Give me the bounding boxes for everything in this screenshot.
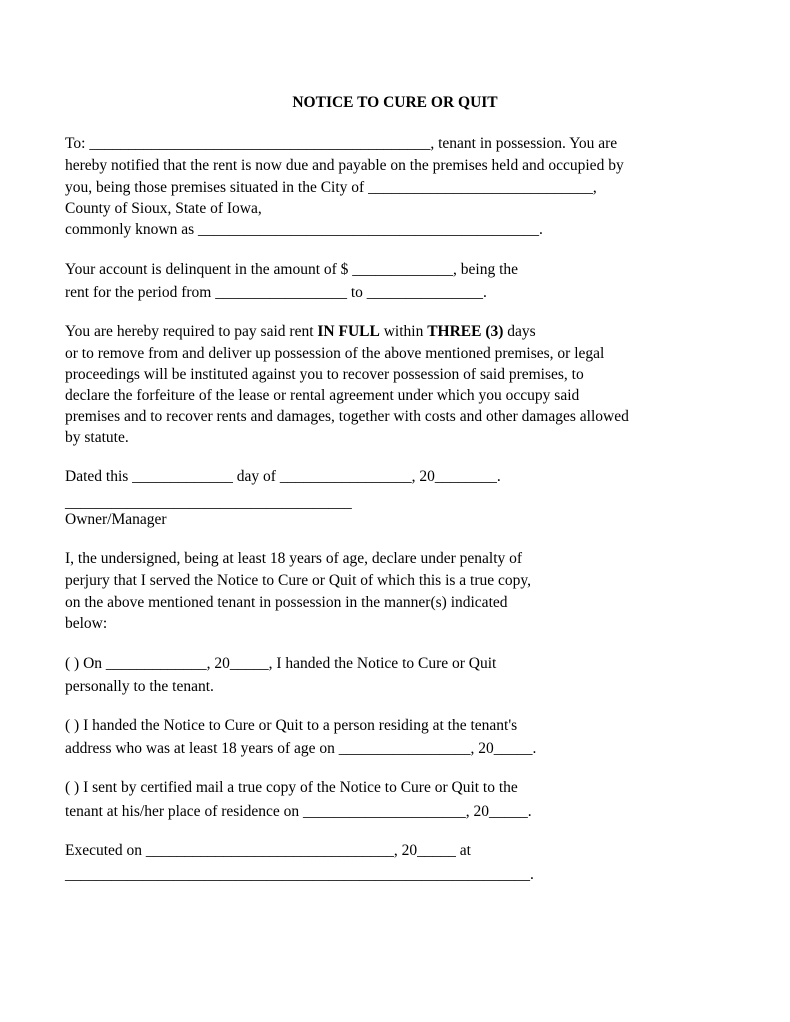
declaration-line-3: on the above mentioned tenant in possession in the manner(s) indicated <box>65 594 508 611</box>
pay-text-1: You are hereby required to pay said rent <box>65 323 318 340</box>
pay-paragraph-line-3: proceedings will be instituted against you to recover possession of said premises, to <box>65 366 584 383</box>
dated-line: Dated this _____________ day of _________________, 20________. <box>65 468 501 485</box>
owner-manager-label: Owner/Manager <box>65 511 167 528</box>
declaration-line-2: perjury that I served the Notice to Cure or Quit of which this is a true copy, <box>65 572 532 589</box>
pay-requirement-line <box>65 323 536 341</box>
signature-line: _____________________________________ <box>65 494 352 511</box>
executed-line: Executed on ________________________________, 20_____ at <box>65 842 471 859</box>
option-personal-line-2: personally to the tenant. <box>65 678 214 695</box>
option-resident-line-1: ( ) I handed the Notice to Cure or Quit to a person residing at the tenant's <box>65 717 518 734</box>
pay-paragraph-line-2: or to remove from and deliver up possession of the above mentioned premises, or legal <box>65 345 605 362</box>
to-line: To: ____________________________________________, tenant in possession. You are <box>65 135 618 152</box>
known-as-line: commonly known as ____________________________________________. <box>65 221 543 238</box>
pay-paragraph-line-6: by statute. <box>65 429 129 446</box>
in-full-emphasis: IN FULL <box>317 323 380 340</box>
delinquent-amount-line: Your account is delinquent in the amount of $ _____________, being the <box>65 261 519 278</box>
declaration-line-1: I, the undersigned, being at least 18 years of age, declare under penalty of <box>65 550 523 567</box>
option-mail-line-1: ( ) I sent by certified mail a true copy of the Notice to Cure or Quit to the <box>65 779 518 796</box>
city-line: you, being those premises situated in the City of _____________________________, <box>65 179 597 196</box>
declaration-line-4: below: <box>65 615 108 632</box>
option-resident-line-2: address who was at least 18 years of age on _________________, 20_____. <box>65 740 537 757</box>
county-line: County of Sioux, State of Iowa, <box>65 200 262 217</box>
pay-paragraph-line-5: premises and to recover rents and damages, together with costs and other damages allowed <box>65 408 629 425</box>
document-title: NOTICE TO CURE OR QUIT <box>292 94 498 111</box>
option-personal-line-1: ( ) On _____________, 20_____, I handed the Notice to Cure or Quit <box>65 655 497 672</box>
rent-period-line: rent for the period from _________________ to _______________. <box>65 284 487 301</box>
pay-text-3: days <box>503 323 536 340</box>
executed-location-line: ____________________________________________________________. <box>65 866 534 883</box>
pay-paragraph-line-4: declare the forfeiture of the lease or rental agreement under which you occupy said <box>65 387 580 404</box>
pay-text-2: within <box>379 323 428 340</box>
option-mail-line-2: tenant at his/her place of residence on _____________________, 20_____. <box>65 803 532 820</box>
three-days-emphasis: THREE (3) <box>427 323 504 340</box>
notice-line-2: hereby notified that the rent is now due and payable on the premises held and occupied by <box>65 157 624 174</box>
